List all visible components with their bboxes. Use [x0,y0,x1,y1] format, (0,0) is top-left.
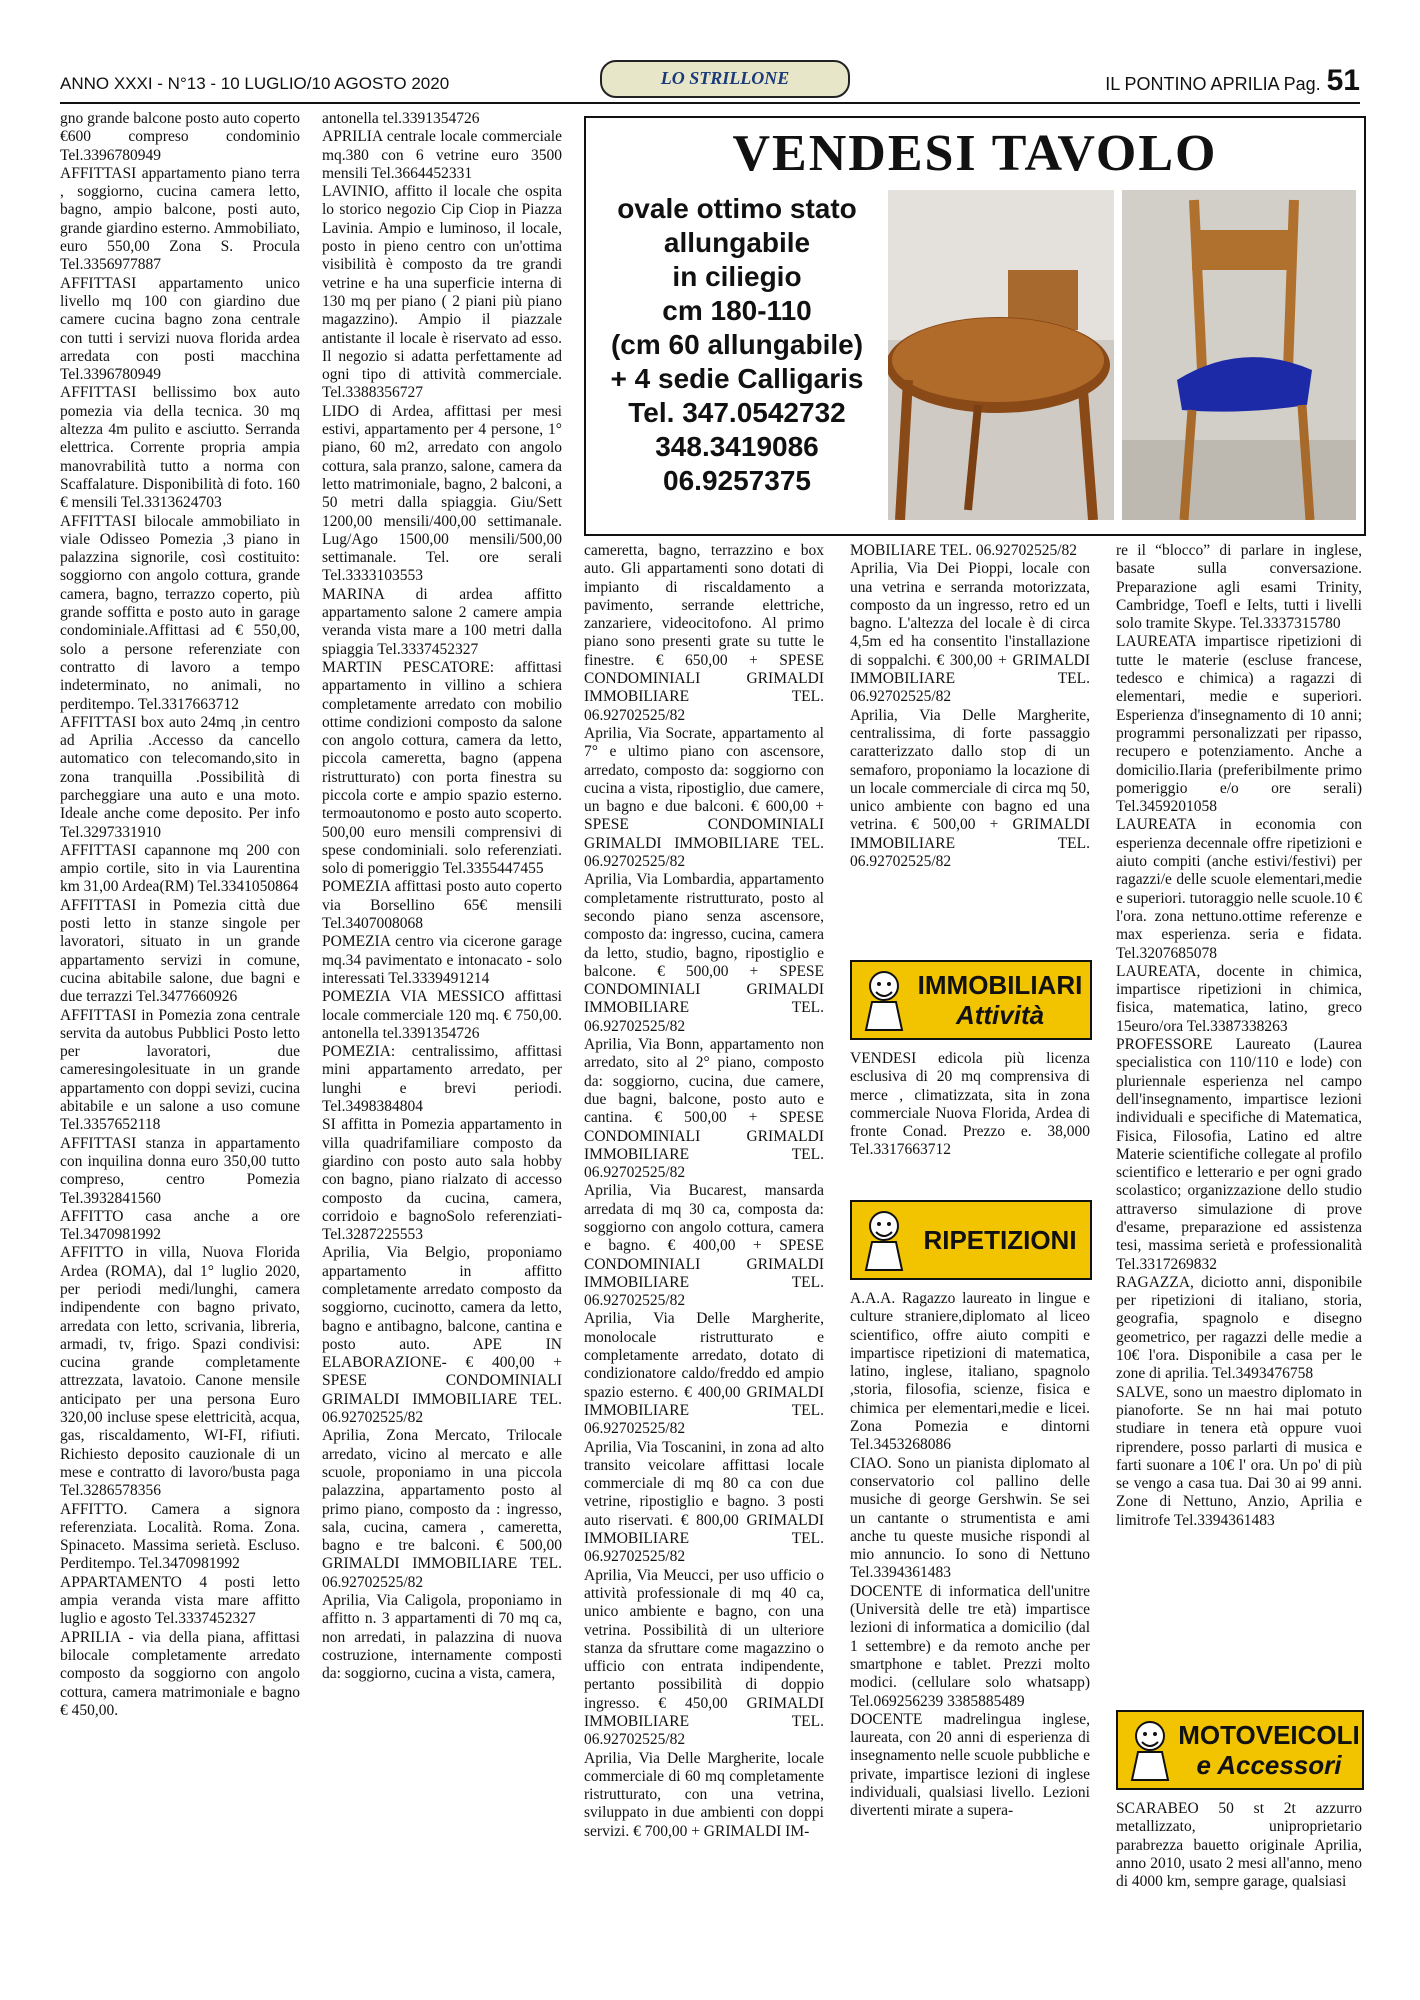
classified-ad: antonella tel.3391354726 [322,110,480,127]
ad-line: allungabile [663,227,811,258]
classified-ad: Aprilia, Via Socrate, appartamento al 7° e ultimo piano con ascensore, arredato, composto da: soggiorno con cucina a vista, ripostiglio, due camere, un bagno e due balconi. € 600,00 + SPESE CONDOMINIALI GRIMALDI IMMOBILIARE TEL. 06.92702525/82 [584,724,824,871]
classified-ad: POMEZIA VIA MESSICO affittasi locale commerciale 120 mq. € 750,00. antonella tel.3391354726 [322,988,562,1042]
section-ripetizioni [850,1200,1092,1280]
classified-ad: Aprilia, Via Dei Pioppi, locale con una vetrina e serranda motorizzata, composto da un ingresso, retro ed un bagno. L'altezza del locale è di circa 4,5m ed ha consentito l'installazione di soppalchi. € 300,00 + GRIMALDI IMMOBILIARE TEL. 06.92702525/82 [850,560,1090,706]
classified-ad: APRILIA - via della piana, affittasi bilocale completamente arredato composto da soggiorno con angolo cottura, camera matrimoniale e bagno € 450,00. [60,1628,300,1719]
classified-ad: Aprilia, Via Lombardia, appartamento completamente ristrutturato, posto al secondo piano senza ascensore, composto da: ingresso, cucina, camera da letto, studio, bagno, ripostiglio e balcone. € 500,00 + SPESE CONDOMINIALI GRIMALDI IMMOBILIARE TEL. 06.92702525/82 [584,871,824,1035]
issue-info: ANNO XXXI - N°13 - 10 LUGLIO/10 AGOSTO 2020 [60,74,450,93]
classified-ad: LAUREATA in economia con esperienza decennale offre ripetizioni e aiuto compiti (anche estivi/festivi) per ragazzi/e delle scuole elementari,medie e superiori. tutoraggio nelle scuole.10 € l'ora. zona nettuno.ottime referenze e max esperienza. seria e fidata. Tel.3207685078 [1116,816,1362,962]
classified-ad: Aprilia, Via Delle Margherite, locale commerciale di 60 mq completamente ristrutturato, con una vetrina, sviluppato in due ambienti con doppi servizi. € 700,00 + GRIMALDI IM- [584,1749,824,1840]
classified-ad: LIDO di Ardea, affittasi per mesi estivi, appartamento per 4 persone, 1° piano, 60 m2, arredato con angolo cottura, sala pranzo, salone, camera da letto matrimoniale, bagno, 2 balconi, a 50 metri dalla spiaggia. Giu/Sett 1200,00 mensili/400,00 settimanale. Lug/Ago 1500,00 mensili/500,00 settimanale. Tel. ore serali Tel.3333103553 [322,402,562,585]
classified-ad: RAGAZZA, diciotto anni, disponibile per ripetizioni di italiano, storia, geografia, spagnolo e disegno geometrico, per ragazzi delle medie a 10€ l'ora. Disponibile a casa per le zone di aprilia. Tel.3493476758 [1116,1273,1362,1383]
classified-ad: cameretta, bagno, terrazzino e box auto. Gli appartamenti sono dotati di impianto di riscaldamento a pavimento, serrande elettriche, zanzariere, videocitofono. Al primo piano sono presenti grate su tutte le finestre. € 650,00 + SPESE CONDOMINIALI GRIMALDI IMMOBILIARE TEL. 06.92702525/82 [584,542,824,724]
classified-ad: AFFITTO. Camera a signora referenziata. Località. Roma. Zona. Spinaceto. Massima serietà. Escluso. Perditempo. Tel.3470981992 [60,1500,300,1573]
publication-name: IL PONTINO APRILIA Pag. [1105,74,1321,94]
classified-ad: Aprilia, Via Bonn, appartamento non arredato, sito al 2° piano, composto da: soggiorno, cucina, due camere, due bagni, balcone, posto auto e cantina. € 500,00 + SPESE CONDOMINIALI GRIMALDI IMMOBILIARE TEL. 06.92702525/82 [584,1036,824,1182]
classified-ad: POMEZIA centro via cicerone garage mq.34 pavimentato e intonacato - solo interessati Tel.3339491214 [322,933,562,987]
classified-ad: re il “blocco” di parlare in inglese, basate sulla conversazione. Preparazione agli esami Trinity, Cambridge, Toefl e Ielts, tutti i livelli solo tramite Skype. Tel.3337315780 [1116,542,1362,633]
page-header [60,56,1360,104]
classified-ad: AFFITTO casa anche a ore Tel.3470981992 [60,1207,300,1244]
classified-ad: MOBILIARE TEL. 06.92702525/82 [850,542,1078,559]
section-immobiliari-attivita [850,960,1092,1040]
ad-line: in ciliegio [672,261,802,292]
classified-ad: AFFITTASI stanza in appartamento con inquilina donna euro 350,00 tutto compreso, centro Pomezia Tel.3932841560 [60,1134,300,1207]
classified-ad: Aprilia, Via Caligola, proponiamo in affitto n. 3 appartamenti di 70 mq ca, non arredati, in palazzina di nuova costruzione, internamente composti da: soggiorno, cucina a vista, camera, [322,1592,562,1683]
classified-ad: Aprilia, Via Delle Margherite, centralissima, di forte passaggio caratterizzato dallo stop di un semaforo, proponiamo la locazione di un locale commerciale di circa mq 50, unico ambiente con bagno ed una vetrina. € 500,00 + GRIMALDI IMMOBILIARE TEL. 06.92702525/82 [850,706,1090,871]
classified-ad: Aprilia, Via Belgio, proponiamo appartamento in affitto completamente arredato composto da soggiorno, cucinotto, camera da letto, bagno e antibagno, balcone, cantina e posto auto. APE IN ELABORAZIONE- € 400,00 + SPESE CONDOMINIALI GRIMALDI IMMOBILIARE TEL. 06.92702525/82 [322,1244,562,1427]
classified-ad: AFFITTASI appartamento piano terra , soggiorno, cucina camera letto, bagno, ampio balcone, posti auto, grande giardino esterno. Ammobiliato, euro 550,00 Zona S. Procula Tel.3356977887 [60,164,300,274]
classified-ad: PROFESSORE Laureato (Laurea specialistica con 110/110 e lode) con pluriennale esperienza nel campo dell'insegnamento, impartisce lezioni individuali e specifiche di Matematica, Fisica, Filosofia, Latino ed altre Materie scientifiche collegate al profilo scientifico e letterario e per ogni grado scolastico; organizzazione dello studio attraverso simulazione di prove d'esame, preparazione ed assistenza tesi, massima serietà e professionalità Tel.3317269832 [1116,1036,1362,1273]
column-1 [60,110,300,1970]
classified-ad: LAUREATA, docente in chimica, impartisce ripetizioni in chimica, fisica, matematica, latino, greco 15euro/ora Tel.3387338263 [1116,962,1362,1035]
classified-ad: SALVE, sono un maestro diplomato in pianoforte. Se nn hai mai potuto studiare in tenera età oppure vuoi riprendere, posso parlarti di musica e farti suonare a 10€ l' ora. Un po' di più se vengo a casa tua. Dai 30 ai 99 anni. Zone di Nettuno, Anzio, Aprilia e limitrofe Tel.3394361483 [1116,1383,1362,1529]
classified-ad: A.A.A. Ragazzo laureato in lingue e culture straniere,diplomato al liceo scientifico, offre aiuto compiti e impartisce ripetizioni di matematica, latino, inglese, italiano, spagnolo ,storia, filosofia, scienze, fisica e chimica per elementari,medie e licei. Zona Pomezia e dintorni Tel.3453268086 [850,1290,1090,1454]
newsboy-mascot-icon [856,1206,912,1272]
classified-ad: AFFITTASI in Pomezia città due posti letto in stanze singole per lavoratori, situato in un grande appartamento servizi in comune, cucina abitabile salone, due bagni e due terrazzi Tel.3477660926 [60,896,300,1006]
classified-ad: Aprilia, Via Toscanini, in zona ad alto transito veicolare affittasi locale commerciale di mq 80 ca con due vetrine, ripostiglio e bagno. 3 posti auto riservati. € 800,00 GRIMALDI IMMOBILIARE TEL. 06.92702525/82 [584,1438,824,1566]
classified-ad: AFFITTASI bellissimo box auto pomezia via della tecnica. 30 mq altezza 4m pulito e asciutto. Serranda elettrica. Corrente propria ampia manovrabilità tutto a norma con Scaffalature. Disponibilità di foto. 160 € mensili Tel.3313624703 [60,384,300,512]
column-4-tutoring [850,1290,1090,1970]
classified-ad: VENDESI edicola più licenza esclusiva di 20 mq comprensiva di merce , climatizzata, sita in zona commerciale Nuova Florida, Ardea di fronte Conad. Prezzo e. 38,000 Tel.3317663712 [850,1050,1090,1159]
classified-ad: LAUREATA impartisce ripetizioni di tutte le materie (escluse francese, tedesco e chimica) a ragazzi di elementari, medie e superiori. Esperienza d'insegnamento di 10 anni; programmi personalizzati per ripasso, recupero e potenziamento. Anche a domicilio.Ilaria (preferibilmente primo pomeriggio e/o ore serali) Tel.3459201058 [1116,633,1362,816]
column-3 [584,542,824,1970]
classified-ad: AFFITTASI capannone mq 200 con ampio cortile, sito in via Laurentina km 31,00 Ardea(RM) Tel.3341050864 [60,841,300,896]
classified-ad: POMEZIA: centralissimo, affittasi mini appartamento arredato, per lunghi e brevi periodi. Tel.3498384804 [322,1043,562,1116]
section-title: RIPETIZIONI [923,1224,1077,1255]
publication-info [1105,64,1360,98]
ad-phone: 348.3419086 [655,431,819,462]
section-subtitle: e Accessori [1196,1750,1342,1780]
newspaper-logo: LO STRILLONE [600,60,850,98]
column-4-activities [850,1050,1090,1190]
classified-ad: Aprilia, Via Bucarest, mansarda arredata di mq 30 ca, composta da: soggiorno con angolo cottura, camera e bagno. € 400,00 + SPESE CONDOMINIALI GRIMALDI IMMOBILIARE TEL. 06.92702525/82 [584,1182,824,1310]
classified-ad: APRILIA centrale locale commerciale mq.380 con 6 vetrine euro 3500 mensili Tel.3664452331 [322,128,562,182]
classified-ad: SI affitta in Pomezia appartamento in villa quadrifamiliare composto da giardino con posto auto sala hobby con bagno, piano rialzato di accesso composto da cucina, camera, corridoio e bagnoSolo referenziati-Tel.3287225553 [322,1116,562,1244]
classified-ad: SCARABEO 50 st 2t azzurro metallizzato, uniproprietario parabrezza bauetto originale Aprilia, anno 2010, usato 2 mesi all'anno, meno di 4000 km, sempre garage, qualsiasi [1116,1800,1362,1891]
column-2 [322,110,562,1970]
column-4-rentals [850,542,1090,960]
chair-photo [1122,190,1356,520]
ad-title: VENDESI TAVOLO [732,125,1218,182]
classified-ad: AFFITTO in villa, Nuova Florida Ardea (ROMA), dal 1° luglio 2020, per periodi medi/lunghi, camera indipendente con bagno privato, arredata con letto, scrivania, libreria, armadi, tv, frigo. Spazi condivisi: cucina grande completamente attrezzata, lavatoio. Canone mensile anticipato per una persona Euro 320,00 incluse spese elettricità, acqua, gas, riscaldamento, WI-FI, rifiuti. Richiesto deposito cauzionale di un mese e contratto di lavoro/busta paga Tel.3286578356 [60,1244,300,1500]
classified-ad: Aprilia, Via Meucci, per uso ufficio o attività professionale di mq 40 ca, unico ambiente e bagno, con una vetrina. Possibilità di un ulteriore stanza da sfruttare come magazzino o ufficio con entrata indipendente, pertanto possibilità di doppio ingresso. € 450,00 GRIMALDI IMMOBILIARE TEL. 06.92702525/82 [584,1566,824,1749]
newsboy-mascot-icon [1122,1716,1178,1782]
column-5-tutoring [1116,542,1362,1702]
ad-phone: Tel. 347.0542732 [628,397,846,428]
ad-phone: 06.9257375 [663,465,811,496]
classified-ad: Aprilia, Zona Mercato, Trilocale arredato, vicino al mercato e alle scuole, proponiamo in una piccola palazzina, appartamento posto al primo piano, composto da : ingresso, sala, cucina, camera , cameretta, bagno e tre balconi. € 500,00 GRIMALDI IMMOBILIARE TEL. 06.92702525/82 [322,1427,562,1591]
section-motoveicoli-accessori [1116,1710,1364,1790]
section-title: MOTOVEICOLI [1178,1720,1360,1750]
classified-ad: AFFITTASI box auto 24mq ,in centro ad Aprilia .Accesso da cancello automatico con telecomando,sito in zona tranquilla .Possibilità di parcheggiare una auto e una moto. Ideale anche come deposito. Per info Tel.3297331910 [60,713,300,841]
classified-ad: Aprilia, Via Delle Margherite, monolocale ristrutturato e completamente arredato, dotato di condizionatore caldo/freddo ed ampio spazio esterno. € 400,00 GRIMALDI IMMOBILIARE TEL. 06.92702525/82 [584,1310,824,1438]
column-5-vehicles [1116,1800,1362,1970]
classified-ad: DOCENTE madrelingua inglese, laureata, con 20 anni di esperienza di insegnamento nelle scuole pubbliche e private, impartisce lezioni di inglese individuali, qualsiasi livello. Lezioni divertenti mirate a supera- [850,1710,1090,1820]
ad-line: + 4 sedie Calligaris [610,363,864,394]
page-number: 51 [1326,64,1360,97]
classified-ad: POMEZIA affittasi posto auto coperto via Borsellino 65€ mensili Tel.3407008068 [322,878,562,933]
classified-ad: MARTIN PESCATORE: affittasi appartamento in villino a schiera completamente arredato con mobilio ottime condizioni composto da salone con angolo cottura, camera da letto, piccola cameretta, bagno (appena ristrutturato) con porta finestra su piccola corte e ampio spazio esterno. termoautonomo e posto auto scoperto. 500,00 euro mensili comprensivi di spese condominiali. solo referenziati. solo di pomeriggio Tel.3355447455 [322,658,562,878]
ad-line: ovale ottimo stato [617,193,857,224]
classified-ad: CIAO. Sono un pianista diplomato al conservatorio col pallino delle musiche di george Gershwin. Se sei un cantante o strumentista e ami anche tu queste musiche rispondi al mio annuncio. Io sono di Nettuno Tel.3394361483 [850,1454,1090,1582]
ad-line: (cm 60 allungabile) [610,329,864,360]
classified-ad: APPARTAMENTO 4 posti letto ampia veranda vista mare affitto luglio e agosto Tel.3337452327 [60,1573,300,1628]
ad-description [592,192,882,498]
section-title: IMMOBILIARI [917,970,1083,1000]
classified-ad: AFFITTASI in Pomezia zona centrale servita da autobus Pubblici Posto letto per lavoratori, due cameresingolesituate in un grande appartamento con doppi sevizi, cucina abitabile e un salone a uso comune Tel.3357652118 [60,1006,300,1134]
classified-ad: gno grande balcone posto auto coperto €600 compreso condominio Tel.3396780949 [60,110,300,164]
classified-ad: AFFITTASI bilocale ammobiliato in viale Odisseo Pomezia ,3 piano in palazzina signorile, così costituito: soggiorno con angolo cottura, grande camera, bagno, terrazzo coperto, più grande soffitta e posto auto in garage condominiale.Affittasi ad € 550,00, solo a persone referenziate con contratto di lavoro a tempo indeterminato, no animali, no perditempo. Tel.3317663712 [60,512,300,713]
ad-line: cm 180-110 [662,295,812,326]
table-photo [888,190,1114,520]
classified-ad: DOCENTE di informatica dell'unitre (Università delle tre età) impartisce lezioni di informatica a domicilio (dal 1 settembre) e da remoto anche per smartphone e tablet. Prezzi molto modici. (cellulare solo whatsapp) Tel.069256239 3385885489 [850,1582,1090,1710]
table-sale-ad [584,116,1366,536]
classified-ad: AFFITTASI appartamento unico livello mq 100 con giardino due camere cucina bagno zona centrale con tutti i servizi nuova florida ardea arredata con posti macchina Tel.3396780949 [60,274,300,384]
section-subtitle: Attività [955,1000,1045,1030]
classified-ad: LAVINIO, affitto il locale che ospita lo storico negozio Cip Ciop in Piazza Lavinia. Ampio e luminoso, il locale, posto in pieno centro con un'ottima visibilità è composto da tre grandi vetrine e ha una superficie interna di 130 mq per piano ( 2 piani più piano magazzino). Ampio il piazzale antistante il locale è riservato ad esso. Il negozio si adatta perfettamente ad ogni tipo di attività commerciale. Tel.3388356727 [322,183,562,402]
classified-ad: MARINA di ardea affitto appartamento salone 2 camere ampia veranda vista mare a 100 metri dalla spiaggia Tel.3337452327 [322,585,562,658]
newsboy-mascot-icon [856,966,912,1032]
